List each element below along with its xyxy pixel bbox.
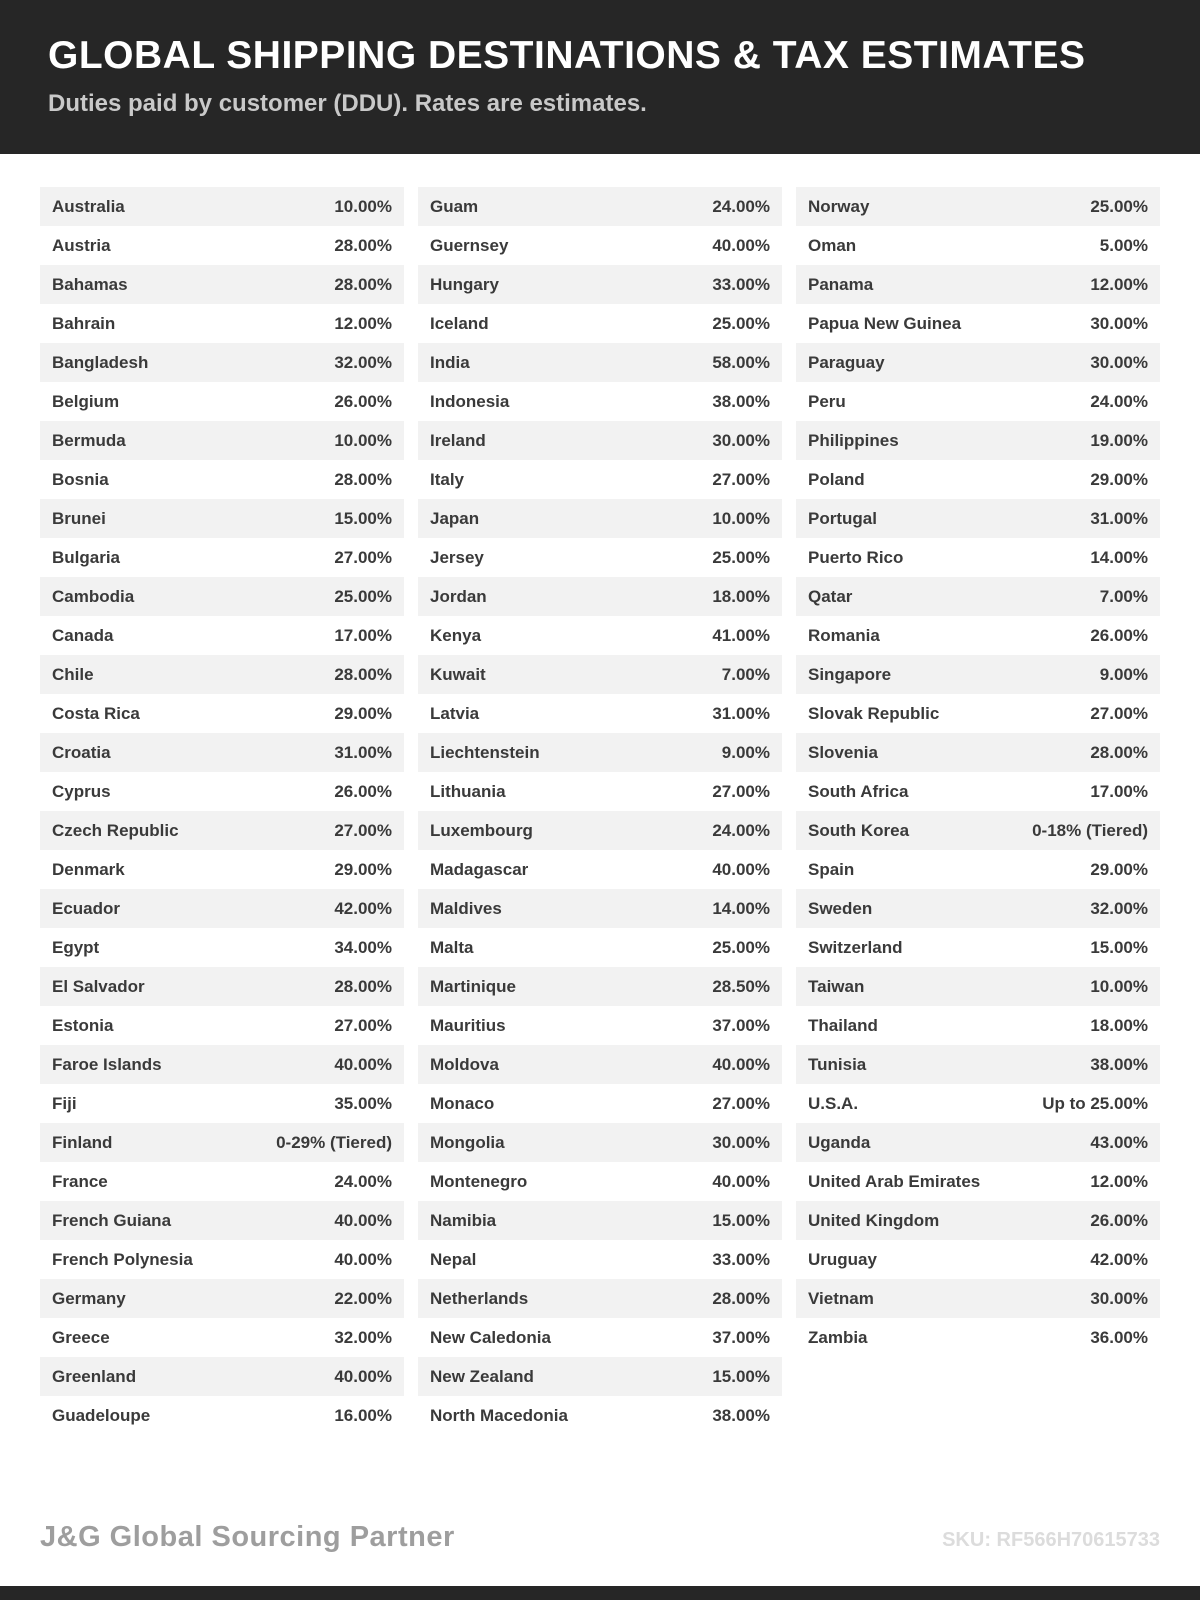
table-row [796, 694, 1160, 733]
tax-rate: 30.00% [712, 1132, 770, 1152]
tax-rate: 38.00% [1090, 1054, 1148, 1074]
table-row [796, 538, 1160, 577]
table-row [418, 577, 782, 616]
tax-rate: 29.00% [1090, 859, 1148, 879]
table-row [418, 655, 782, 694]
table-row [40, 616, 404, 655]
table-row [418, 733, 782, 772]
table-row [418, 772, 782, 811]
table-row [418, 1279, 782, 1318]
tax-rate: 24.00% [334, 1171, 392, 1191]
tax-rate: 26.00% [1090, 1210, 1148, 1230]
country-name: Nepal [430, 1249, 477, 1269]
table-row [40, 1123, 404, 1162]
tax-rate: 31.00% [1090, 508, 1148, 528]
tax-rate: 19.00% [1090, 430, 1148, 450]
table-row [418, 265, 782, 304]
table-row [40, 343, 404, 382]
table-row [796, 499, 1160, 538]
table-row [796, 889, 1160, 928]
table-row [40, 850, 404, 889]
country-name: Cambodia [52, 586, 135, 606]
tax-rate: 9.00% [1099, 664, 1148, 684]
tax-rate: 28.50% [712, 976, 770, 996]
tax-rate: 28.00% [334, 664, 392, 684]
country-name: Switzerland [808, 937, 903, 957]
table-row [40, 811, 404, 850]
country-name: Sweden [808, 898, 873, 918]
tax-rate: 27.00% [712, 469, 770, 489]
country-name: Iceland [430, 313, 489, 333]
country-name: Bangladesh [52, 352, 149, 372]
country-name: Slovenia [808, 742, 878, 762]
table-row [40, 1084, 404, 1123]
rate-column-2 [418, 187, 782, 1435]
country-name: Greece [52, 1327, 110, 1347]
tax-rate: 0-29% (Tiered) [276, 1132, 392, 1152]
tax-rate: 26.00% [334, 781, 392, 801]
country-name: Poland [808, 469, 865, 489]
country-name: Romania [808, 625, 880, 645]
table-row [418, 928, 782, 967]
tax-rate: 41.00% [712, 625, 770, 645]
country-name: Madagascar [430, 859, 529, 879]
table-row [40, 967, 404, 1006]
tax-rate: 40.00% [712, 1054, 770, 1074]
tax-rate: 5.00% [1099, 235, 1148, 255]
country-name: Monaco [430, 1093, 495, 1113]
country-name: South Korea [808, 820, 910, 840]
country-name: Mauritius [430, 1015, 506, 1035]
tax-rate: 33.00% [712, 274, 770, 294]
tax-rate: 37.00% [712, 1327, 770, 1347]
table-row [40, 1240, 404, 1279]
country-name: Netherlands [430, 1288, 529, 1308]
tax-rate: 32.00% [334, 352, 392, 372]
table-row [796, 343, 1160, 382]
tax-rate: 40.00% [334, 1210, 392, 1230]
tax-rate: 30.00% [712, 430, 770, 450]
tax-rate: 24.00% [1090, 391, 1148, 411]
country-name: Thailand [808, 1015, 878, 1035]
tax-rate: 25.00% [712, 547, 770, 567]
country-name: Montenegro [430, 1171, 528, 1191]
country-name: Estonia [52, 1015, 114, 1035]
table-row [40, 1279, 404, 1318]
country-name: Luxembourg [430, 820, 533, 840]
tax-rate: 26.00% [334, 391, 392, 411]
table-row [418, 1240, 782, 1279]
tax-rate: 27.00% [334, 820, 392, 840]
tax-rate: 12.00% [334, 313, 392, 333]
tax-rate: Up to 25.00% [1042, 1093, 1148, 1113]
tax-rate: 16.00% [334, 1405, 392, 1425]
country-name: French Guiana [52, 1210, 172, 1230]
table-row [796, 577, 1160, 616]
tax-rate: 40.00% [334, 1054, 392, 1074]
tax-rate: 33.00% [712, 1249, 770, 1269]
table-row [418, 1084, 782, 1123]
table-row [418, 1006, 782, 1045]
country-name: Peru [808, 391, 846, 411]
country-name: Norway [808, 196, 870, 216]
country-name: Hungary [430, 274, 499, 294]
bottom-bar [0, 1586, 1200, 1600]
tax-rate: 17.00% [1090, 781, 1148, 801]
country-name: New Zealand [430, 1366, 534, 1386]
country-name: Canada [52, 625, 114, 645]
country-name: Moldova [430, 1054, 499, 1074]
country-name: Australia [52, 196, 125, 216]
table-row [418, 967, 782, 1006]
tax-rate: 14.00% [1090, 547, 1148, 567]
tax-rate: 27.00% [1090, 703, 1148, 723]
table-row [796, 811, 1160, 850]
country-name: North Macedonia [430, 1405, 568, 1425]
table-row [40, 265, 404, 304]
country-name: Vietnam [808, 1288, 874, 1308]
tax-rate: 28.00% [334, 469, 392, 489]
table-row [796, 1006, 1160, 1045]
tax-rate: 12.00% [1090, 274, 1148, 294]
tax-rate: 9.00% [721, 742, 770, 762]
tax-rate: 28.00% [1090, 742, 1148, 762]
tax-rate: 40.00% [712, 235, 770, 255]
tax-rate: 43.00% [1090, 1132, 1148, 1152]
country-name: Lithuania [430, 781, 506, 801]
country-name: Guam [430, 196, 479, 216]
country-name: U.S.A. [808, 1093, 859, 1113]
table-row [418, 421, 782, 460]
tax-rate: 10.00% [334, 196, 392, 216]
country-name: Uruguay [808, 1249, 877, 1269]
tax-rate: 29.00% [334, 859, 392, 879]
table-row [40, 499, 404, 538]
header-banner [0, 0, 1200, 154]
table-row [40, 1396, 404, 1435]
table-row [796, 187, 1160, 226]
country-name: Ecuador [52, 898, 121, 918]
country-name: Bulgaria [52, 547, 121, 567]
table-row [796, 1318, 1160, 1357]
country-name: Denmark [52, 859, 125, 879]
tax-rate-table [0, 187, 1200, 1435]
tax-rate: 38.00% [712, 391, 770, 411]
country-name: New Caledonia [430, 1327, 551, 1347]
country-name: Bahrain [52, 313, 116, 333]
tax-rate: 18.00% [712, 586, 770, 606]
table-row [796, 928, 1160, 967]
tax-rate: 27.00% [334, 547, 392, 567]
table-row [796, 616, 1160, 655]
tax-rate: 14.00% [712, 898, 770, 918]
tax-rate: 32.00% [334, 1327, 392, 1347]
country-name: United Arab Emirates [808, 1171, 981, 1191]
country-name: Kuwait [430, 664, 486, 684]
page-subtitle: Duties paid by customer (DDU). Rates are estimates. [48, 90, 647, 117]
table-row [796, 1240, 1160, 1279]
country-name: Guadeloupe [52, 1405, 151, 1425]
table-row [418, 1396, 782, 1435]
tax-rate: 25.00% [712, 313, 770, 333]
country-name: Qatar [808, 586, 853, 606]
country-name: Namibia [430, 1210, 497, 1230]
country-name: Liechtenstein [430, 742, 540, 762]
country-name: Oman [808, 235, 857, 255]
table-row [796, 1162, 1160, 1201]
table-row [418, 1162, 782, 1201]
tax-rate: 40.00% [334, 1249, 392, 1269]
country-name: El Salvador [52, 976, 145, 996]
tax-rate: 38.00% [712, 1405, 770, 1425]
country-name: Greenland [52, 1366, 137, 1386]
brand-name: J&G Global Sourcing Partner [40, 1521, 455, 1553]
table-row [40, 538, 404, 577]
country-name: Bermuda [52, 430, 126, 450]
country-name: Malta [430, 937, 474, 957]
country-name: Mongolia [430, 1132, 505, 1152]
tax-rate: 10.00% [334, 430, 392, 450]
country-name: Jordan [430, 586, 487, 606]
tax-rate: 29.00% [1090, 469, 1148, 489]
table-row [40, 694, 404, 733]
rate-column-1 [40, 187, 404, 1435]
table-row [796, 1045, 1160, 1084]
tax-rate: 10.00% [1090, 976, 1148, 996]
tax-rate: 26.00% [1090, 625, 1148, 645]
country-name: Taiwan [808, 976, 865, 996]
table-row [418, 616, 782, 655]
tax-rate: 40.00% [712, 1171, 770, 1191]
country-name: Portugal [808, 508, 877, 528]
tax-rate: 29.00% [334, 703, 392, 723]
table-row [40, 304, 404, 343]
tax-rate: 25.00% [712, 937, 770, 957]
table-row [418, 499, 782, 538]
table-row [40, 655, 404, 694]
country-name: Philippines [808, 430, 899, 450]
country-name: Kenya [430, 625, 482, 645]
table-row [796, 850, 1160, 889]
country-name: India [430, 352, 470, 372]
table-row [796, 265, 1160, 304]
table-row [418, 850, 782, 889]
table-row [418, 538, 782, 577]
tax-rate: 22.00% [334, 1288, 392, 1308]
table-row [40, 889, 404, 928]
tax-rate: 31.00% [334, 742, 392, 762]
table-row [796, 460, 1160, 499]
country-name: Indonesia [430, 391, 510, 411]
table-row [418, 226, 782, 265]
country-name: Croatia [52, 742, 111, 762]
table-row [796, 655, 1160, 694]
table-row [796, 382, 1160, 421]
country-name: Italy [430, 469, 465, 489]
tax-rate: 27.00% [712, 1093, 770, 1113]
tax-rate: 27.00% [334, 1015, 392, 1035]
table-row [40, 1357, 404, 1396]
country-name: Maldives [430, 898, 502, 918]
tax-rate: 27.00% [712, 781, 770, 801]
tax-rate: 17.00% [334, 625, 392, 645]
country-name: Czech Republic [52, 820, 179, 840]
sku-label: SKU: RF566H70615733 [942, 1529, 1160, 1551]
tax-rate: 28.00% [712, 1288, 770, 1308]
table-row [418, 811, 782, 850]
table-row [40, 577, 404, 616]
tax-rate: 18.00% [1090, 1015, 1148, 1035]
tax-rate: 15.00% [334, 508, 392, 528]
country-name: Puerto Rico [808, 547, 904, 567]
country-name: Finland [52, 1132, 113, 1152]
country-name: Chile [52, 664, 94, 684]
tax-rate: 28.00% [334, 274, 392, 294]
table-row [796, 733, 1160, 772]
country-name: South Africa [808, 781, 909, 801]
country-name: French Polynesia [52, 1249, 193, 1269]
footer [0, 1521, 1200, 1554]
tax-rate: 34.00% [334, 937, 392, 957]
country-name: Austria [52, 235, 111, 255]
tax-rate: 15.00% [1090, 937, 1148, 957]
table-row [418, 187, 782, 226]
table-row [40, 226, 404, 265]
country-name: Latvia [430, 703, 480, 723]
table-row [40, 928, 404, 967]
table-row [40, 1318, 404, 1357]
tax-rate: 28.00% [334, 976, 392, 996]
tax-rate: 10.00% [712, 508, 770, 528]
tax-rate: 40.00% [712, 859, 770, 879]
table-row [418, 1045, 782, 1084]
tax-rate: 15.00% [712, 1366, 770, 1386]
table-row [418, 889, 782, 928]
country-name: Japan [430, 508, 480, 528]
tax-rate: 24.00% [712, 820, 770, 840]
tax-rate: 42.00% [334, 898, 392, 918]
table-row [418, 1201, 782, 1240]
rate-column-3 [796, 187, 1160, 1435]
country-name: Singapore [808, 664, 892, 684]
country-name: Bosnia [52, 469, 109, 489]
tax-rate: 40.00% [334, 1366, 392, 1386]
table-row [796, 1123, 1160, 1162]
table-row [40, 1162, 404, 1201]
tax-rate: 7.00% [1099, 586, 1148, 606]
country-name: United Kingdom [808, 1210, 940, 1230]
table-row [418, 1357, 782, 1396]
tax-rate: 12.00% [1090, 1171, 1148, 1191]
country-name: Brunei [52, 508, 106, 528]
country-name: Cyprus [52, 781, 111, 801]
table-row [418, 343, 782, 382]
table-row [418, 694, 782, 733]
country-name: Tunisia [808, 1054, 867, 1074]
country-name: Slovak Republic [808, 703, 940, 723]
country-name: Jersey [430, 547, 484, 567]
tax-rate: 37.00% [712, 1015, 770, 1035]
table-row [796, 304, 1160, 343]
table-row [796, 772, 1160, 811]
tax-rate: 15.00% [712, 1210, 770, 1230]
tax-rate: 32.00% [1090, 898, 1148, 918]
table-row [40, 382, 404, 421]
table-row [796, 1084, 1160, 1123]
tax-rate: 0-18% (Tiered) [1032, 820, 1148, 840]
tax-rate: 42.00% [1090, 1249, 1148, 1269]
tax-rate: 30.00% [1090, 352, 1148, 372]
country-name: Belgium [52, 391, 120, 411]
table-row [40, 1201, 404, 1240]
country-name: Costa Rica [52, 703, 140, 723]
country-name: Faroe Islands [52, 1054, 162, 1074]
country-name: Paraguay [808, 352, 885, 372]
table-row [796, 1279, 1160, 1318]
table-row [796, 226, 1160, 265]
country-name: Fiji [52, 1093, 77, 1113]
table-row [40, 460, 404, 499]
table-row [40, 1006, 404, 1045]
tax-rate: 28.00% [334, 235, 392, 255]
country-name: Papua New Guinea [808, 313, 962, 333]
table-row [418, 460, 782, 499]
tax-rate: 30.00% [1090, 1288, 1148, 1308]
country-name: Zambia [808, 1327, 868, 1347]
tax-rate: 24.00% [712, 196, 770, 216]
table-row [796, 967, 1160, 1006]
country-name: Bahamas [52, 274, 128, 294]
tax-rate: 25.00% [1090, 196, 1148, 216]
table-row [40, 772, 404, 811]
tax-rate: 36.00% [1090, 1327, 1148, 1347]
table-row [40, 421, 404, 460]
country-name: Germany [52, 1288, 126, 1308]
country-name: Spain [808, 859, 855, 879]
table-row [418, 382, 782, 421]
table-row [796, 1201, 1160, 1240]
country-name: Uganda [808, 1132, 871, 1152]
tax-rate: 7.00% [721, 664, 770, 684]
tax-rate: 31.00% [712, 703, 770, 723]
tax-rate: 35.00% [334, 1093, 392, 1113]
country-name: France [52, 1171, 108, 1191]
country-name: Panama [808, 274, 874, 294]
country-name: Egypt [52, 937, 100, 957]
table-row [796, 421, 1160, 460]
table-row [40, 187, 404, 226]
country-name: Ireland [430, 430, 486, 450]
tax-rate: 58.00% [712, 352, 770, 372]
table-row [40, 1045, 404, 1084]
tax-rate: 25.00% [334, 586, 392, 606]
table-row [418, 1318, 782, 1357]
country-name: Guernsey [430, 235, 509, 255]
country-name: Martinique [430, 976, 516, 996]
table-row [40, 733, 404, 772]
table-row [418, 1123, 782, 1162]
table-row [418, 304, 782, 343]
tax-rate: 30.00% [1090, 313, 1148, 333]
page-title: GLOBAL SHIPPING DESTINATIONS & TAX ESTIMATES [48, 34, 1086, 77]
